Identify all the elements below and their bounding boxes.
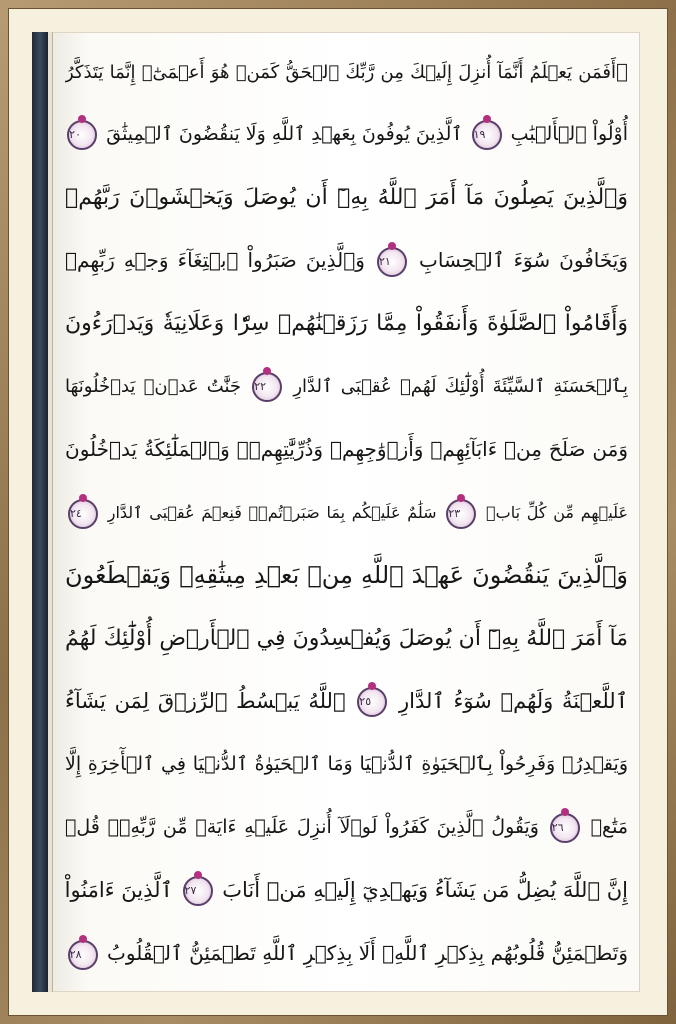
ayah-number-marker xyxy=(67,120,97,150)
verse-text: بِٱلۡحَسَنَةِ ٱلسَّيِّئَةَ أُوْلَٰٓئِكَ لَهُمۡ عُقۡبَى ٱلدَّارِ xyxy=(293,376,628,397)
verse-lines xyxy=(65,40,628,984)
verse-line xyxy=(65,103,628,166)
ayah-number-marker xyxy=(68,940,98,970)
verse-line xyxy=(65,859,628,922)
hizb-quarter-mark: ۞ xyxy=(615,59,628,83)
verse-line xyxy=(65,40,628,103)
verse-text: إِنَّ ٱللَّهَ يُضِلُّ مَن يَشَآءُ وَيَهۡدِيٓ إِلَيۡهِ مَنۡ أَنَابَ xyxy=(222,878,628,902)
verse-text: ٱللَّهُ يَبۡسُطُ ٱلرِّزۡقَ لِمَن يَشَآءُ xyxy=(65,689,346,713)
verse-line xyxy=(65,292,628,355)
ayah-number: ٢٣ xyxy=(448,506,461,520)
verse-text: وَتَطۡمَئِنُّ قُلُوبُهُم بِذِكۡرِ ٱللَّهِۗ أَلَا بِذِكۡرِ ٱللَّهِ تَطۡمَئِنُّ ٱلۡقُلُوبُ xyxy=(107,941,628,965)
verse-text: ٱلَّذِينَ ءَامَنُواْ xyxy=(65,878,173,902)
ayah-number-marker xyxy=(183,876,213,906)
ayah-number: ٢٤ xyxy=(70,506,82,520)
verse-line xyxy=(65,166,628,229)
ayah-number: ٢٨ xyxy=(69,947,82,961)
verse-text: مَتَٰعٞ xyxy=(590,816,628,838)
verse-text: سَلَٰمٌ عَلَيۡكُم بِمَا صَبَرۡتُمۡۚ فَنِعۡمَ عُقۡبَى ٱلدَّارِ xyxy=(107,503,437,522)
verse-line xyxy=(65,544,628,607)
ayah-number: ٢٠ xyxy=(69,127,81,141)
verse-text: وَيَخَافُونَ سُوٓءَ ٱلۡحِسَابِ xyxy=(419,248,628,272)
verse-text: أَفَمَن يَعۡلَمُ أَنَّمَآ أُنزِلَ إِلَيۡكَ مِن رَّبِّكَ ٱلۡحَقُّ كَمَنۡ هُوَ أَعۡمَىٰٓۚ إِنَّمَا يَتَذَكَّرُ xyxy=(65,62,616,83)
verse-line xyxy=(65,481,628,544)
verse-line xyxy=(65,607,628,670)
verse-text: وَيَقُولُ ٱلَّذِينَ كَفَرُواْ لَوۡلَآ أُنزِلَ عَلَيۡهِ ءَايَةٞ مِّن رَّبِّهِۦۚ قُلۡ xyxy=(65,816,539,838)
verse-text: أُوْلُواْ ٱلۡأَلۡبَٰبِ xyxy=(510,123,628,145)
verse-text: مَآ أَمَرَ ٱللَّهُ بِهِۦٓ أَن يُوصَلَ وَيُفۡسِدُونَ فِي ٱلۡأَرۡضِ أُوْلَٰٓئِكَ لَهُمُ xyxy=(65,626,628,651)
verse-line xyxy=(65,229,628,292)
verse-line xyxy=(65,418,628,481)
ayah-number: ٢١ xyxy=(378,254,391,268)
verse-line xyxy=(65,670,628,733)
ayah-number-marker xyxy=(357,687,387,717)
ayah-number: ٢٦ xyxy=(551,820,564,834)
verse-text: جَنَّٰتُ عَدۡنٖ يَدۡخُلُونَهَا xyxy=(65,376,242,397)
verse-text: وَمَن صَلَحَ مِنۡ ءَابَآئِهِمۡ وَأَزۡوَٰجِهِمۡ وَذُرِّيَّٰتِهِمۡۖ وَٱلۡمَلَٰٓئِكَةُ يَدۡخُلُونَ xyxy=(65,437,628,461)
ayah-number: ١٩ xyxy=(473,127,486,141)
ayah-number: ٢٥ xyxy=(359,695,372,708)
ayah-number-marker xyxy=(550,813,580,843)
ayah-number-marker xyxy=(446,499,476,529)
verse-text: وَأَقَامُواْ ٱلصَّلَوٰةَ وَأَنفَقُواْ مِمَّا رَزَقۡنَٰهُمۡ سِرّٗا وَعَلَانِيَةٗ وَيَدۡرَءُونَ xyxy=(65,311,628,336)
ayah-number: ٢٢ xyxy=(254,380,267,393)
ayah-number-marker xyxy=(472,120,502,150)
ayah-number-marker xyxy=(377,247,407,277)
ayah-number-marker xyxy=(252,372,282,402)
verse-text: وَيَقۡدِرُۚ وَفَرِحُواْ بِٱلۡحَيَوٰةِ ٱلدُّنۡيَا وَمَا ٱلۡحَيَوٰةُ ٱلدُّنۡيَا فِي ٱلۡأٓخِرَةِ إِلَّا xyxy=(65,753,628,775)
ayah-number-marker xyxy=(68,499,98,529)
verse-text: وَٱلَّذِينَ يَنقُضُونَ عَهۡدَ ٱللَّهِ مِنۢ بَعۡدِ مِيثَٰقِهِۦ وَيَقۡطَعُونَ xyxy=(65,561,628,589)
verse-text: ٱللَّعۡنَةُ وَلَهُمۡ سُوٓءُ ٱلدَّارِ xyxy=(399,689,628,713)
verse-text: وَٱلَّذِينَ يَصِلُونَ مَآ أَمَرَ ٱللَّهُ بِهِۦٓ أَن يُوصَلَ وَيَخۡشَوۡنَ رَبَّهُمۡ xyxy=(65,185,628,210)
verse-line xyxy=(65,796,628,859)
mushaf-page xyxy=(53,32,640,992)
ayah-number: ٢٧ xyxy=(184,884,197,897)
verse-line xyxy=(65,733,628,796)
book-spine xyxy=(32,32,48,992)
verse-line xyxy=(65,355,628,418)
verse-text: وَٱلَّذِينَ صَبَرُواْ ٱبۡتِغَآءَ وَجۡهِ رَبِّهِمۡ xyxy=(65,248,365,272)
verse-text: ٱلَّذِينَ يُوفُونَ بِعَهۡدِ ٱللَّهِ وَلَا يَنقُضُونَ ٱلۡمِيثَٰقَ xyxy=(106,123,463,145)
verse-text: عَلَيۡهِم مِّن كُلِّ بَابٖ xyxy=(486,503,628,522)
verse-line xyxy=(65,922,628,985)
